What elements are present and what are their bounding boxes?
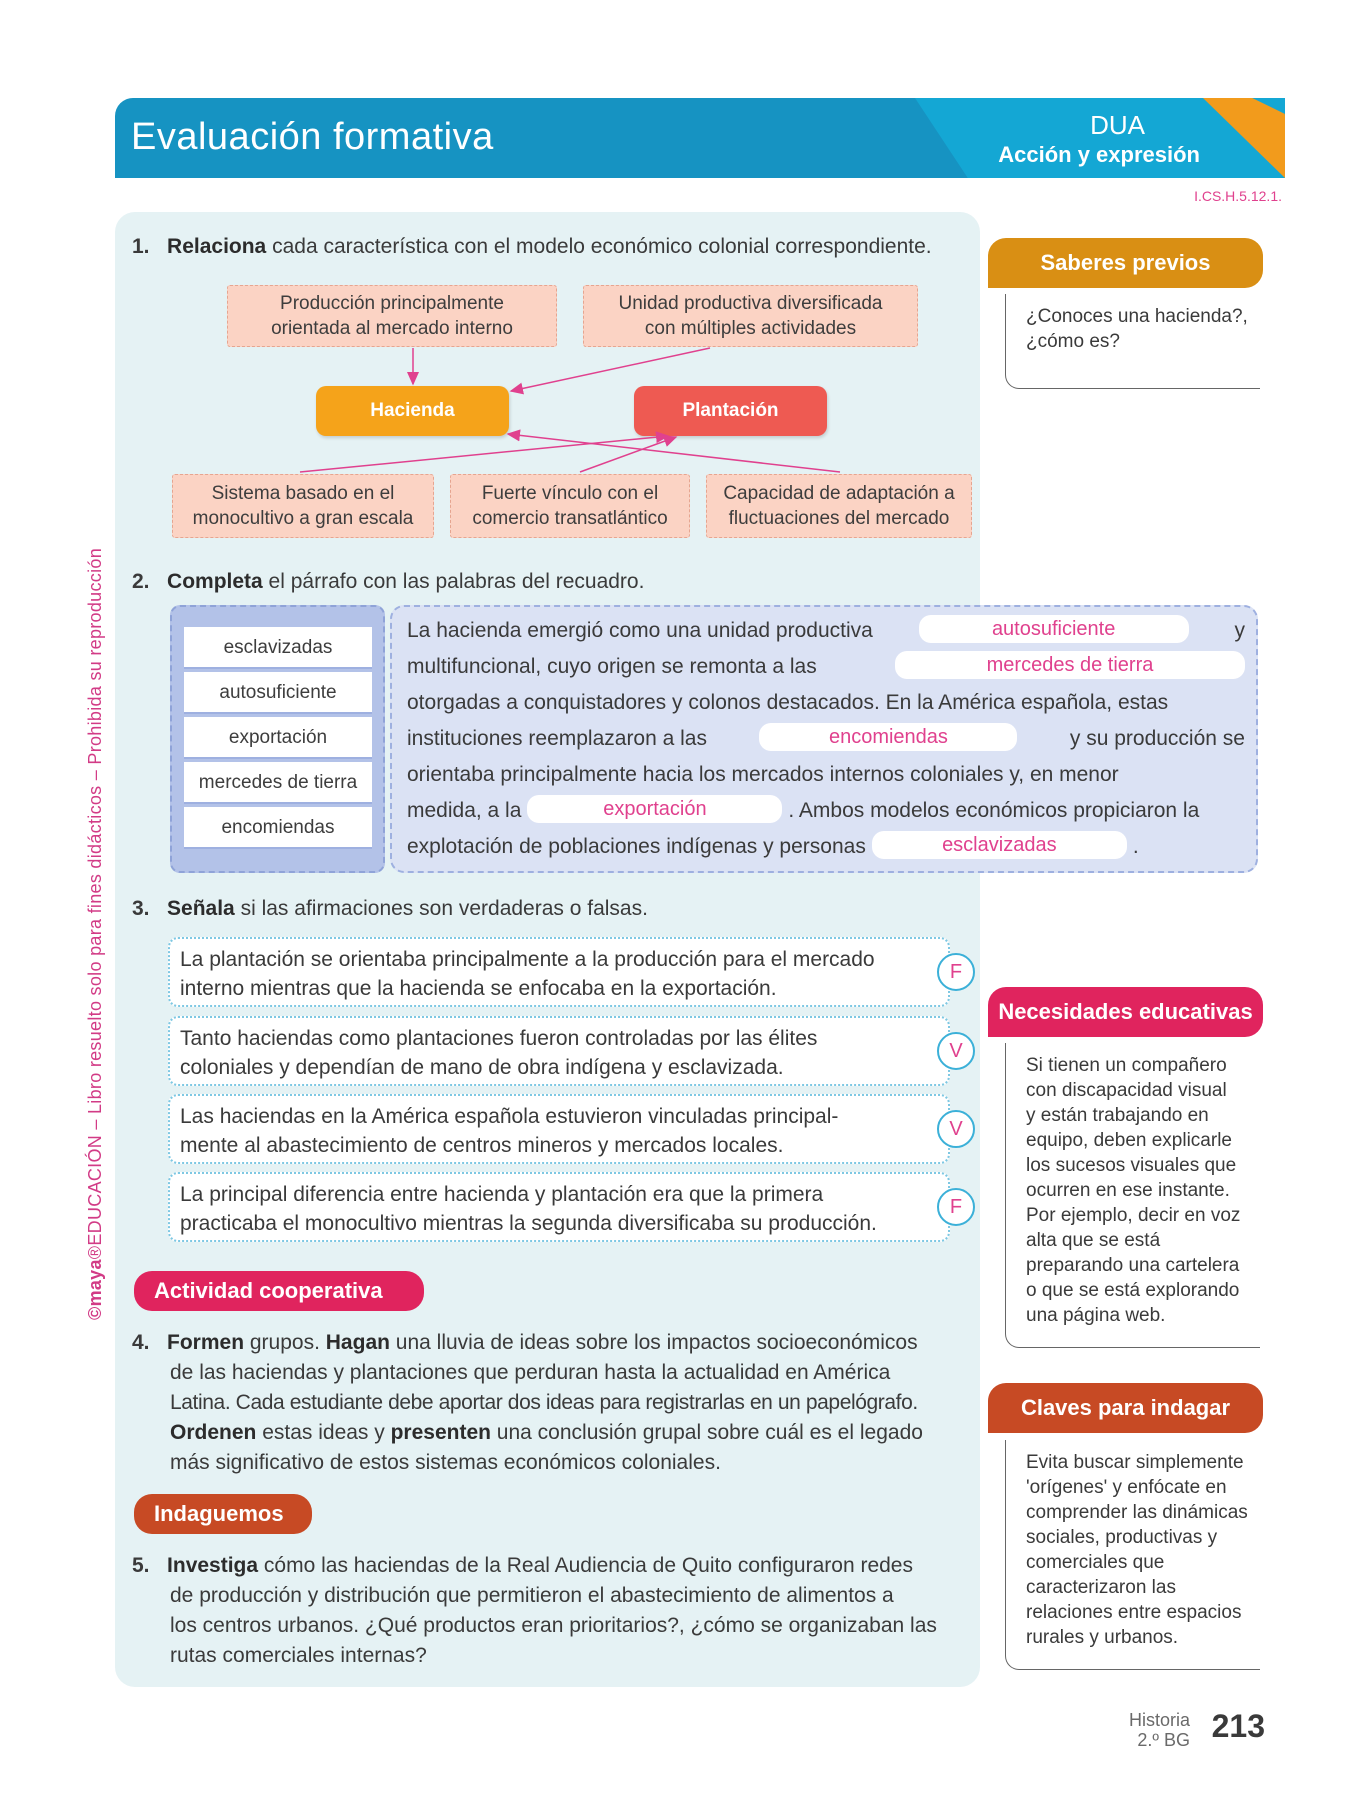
question-4-line: de las haciendas y plantaciones que perduran hasta la actualidad en América — [170, 1361, 891, 1384]
match-line — [508, 434, 840, 472]
statement-box — [168, 1016, 950, 1086]
sidebar-line: ¿cómo es? — [1026, 331, 1120, 352]
sidebar-line: rurales y urbanos. — [1026, 1627, 1179, 1648]
sidebar-line: caracterizaron las — [1026, 1577, 1176, 1598]
feature-line: Fuerte vínculo con el — [481, 483, 659, 504]
sidebar-line: preparando una cartelera — [1026, 1255, 1240, 1276]
page-title: Evaluación formativa — [131, 116, 494, 158]
statement-line: Tanto haciendas como plantaciones fueron controladas por las élites — [180, 1027, 818, 1050]
paragraph-text: y — [1234, 619, 1245, 642]
question-verb: Señala — [167, 897, 235, 920]
sidebar-line: sociales, productivas y — [1026, 1527, 1218, 1548]
question-5 — [132, 1551, 972, 1671]
plantacion-target[interactable]: Plantación — [634, 386, 827, 436]
sidebar-line: ¿Conoces una hacienda?, — [1026, 306, 1248, 327]
answer-blank[interactable]: mercedes de tierra — [895, 651, 1245, 679]
hacienda-target[interactable]: Hacienda — [316, 386, 509, 436]
page-number: 213 — [1211, 1708, 1265, 1744]
necesidades-header: Necesidades educativas — [988, 987, 1263, 1037]
saberes-previos-body — [1005, 294, 1260, 389]
answer-blank[interactable]: autosuficiente — [919, 615, 1189, 643]
statement-box — [168, 1172, 950, 1242]
paragraph-line — [407, 615, 1245, 647]
paragraph-text: . Ambos modelos económicos propiciaron la — [788, 799, 1200, 822]
paragraph-text: otorgadas a conquistadores y colonos destacados. En la América española, estas — [407, 691, 1169, 714]
statement-line: practicaba el monocultivo mientras la segunda diversificaba su producción. — [180, 1212, 877, 1235]
paragraph-text: instituciones reemplazaron a las — [407, 727, 707, 750]
question-4 — [132, 1328, 972, 1478]
question-text: una lluvia de ideas sobre los impactos socioeconómicos — [389, 1331, 918, 1354]
sidebar-line: una página web. — [1026, 1305, 1166, 1326]
copyright-text: ®EDUCACIÓN – Libro resuelto solo para fines didácticos – Prohibida su reproducción — [85, 547, 105, 1260]
paragraph-text: La hacienda emergió como una unidad productiva — [407, 619, 873, 642]
paragraph-text: explotación de poblaciones indígenas y personas — [407, 835, 866, 858]
statement-line: Las haciendas en la América española estuvieron vinculadas principal- — [180, 1105, 839, 1128]
brand-logo: ©maya — [85, 1259, 105, 1320]
question-text: cómo las haciendas de la Real Audiencia de Quito configuraron redes — [258, 1554, 913, 1577]
feature-line: fluctuaciones del mercado — [728, 508, 950, 529]
sidebar-line: equipo, deben explicarle — [1026, 1130, 1232, 1151]
feature-line: comercio transatlántico — [472, 508, 668, 529]
paragraph-line — [407, 831, 1245, 863]
feature-line: Unidad productiva diversificada — [618, 293, 883, 314]
question-4-line: más significativo de estos sistemas económicos coloniales. — [170, 1451, 721, 1474]
answer-circle[interactable]: F — [937, 1188, 975, 1226]
answer-blank[interactable]: exportación — [527, 795, 782, 823]
paragraph-line — [407, 723, 1245, 755]
question-5-line: de producción y distribución que permitieron el abastecimiento de alimentos a — [170, 1584, 894, 1607]
statement-box — [168, 1094, 950, 1164]
sidebar-line: relaciones entre espacios — [1026, 1602, 1242, 1623]
claves-body — [1005, 1440, 1260, 1670]
question-verb: Relaciona — [167, 235, 267, 258]
sidebar-line: Si tienen un compañero — [1026, 1055, 1227, 1076]
paragraph-line — [407, 651, 1245, 683]
paragraph-line — [407, 795, 1245, 827]
question-number: 4. — [132, 1331, 150, 1354]
match-line — [511, 348, 710, 391]
question-text: una conclusión grupal sobre cuál es el legado — [490, 1421, 923, 1444]
question-verb: Investiga — [167, 1554, 259, 1577]
saberes-previos-header: Saberes previos — [988, 238, 1263, 288]
question-text: cada característica con el modelo económico colonial correspondiente. — [266, 235, 932, 258]
paragraph-text: . — [1132, 835, 1139, 858]
curriculum-code: I.CS.H.5.12.1. — [1194, 188, 1282, 204]
feature-line: Sistema basado en el — [211, 483, 395, 504]
sidebar-line: Evita buscar simplemente — [1026, 1452, 1244, 1473]
sidebar-line: alta que se está — [1026, 1230, 1161, 1251]
paragraph-text: multifuncional, cuyo origen se remonta a las — [407, 655, 817, 678]
indaguemos-tag: Indaguemos — [134, 1494, 312, 1534]
subject-name: Historia — [1128, 1710, 1190, 1730]
dua-subtitle: Acción y expresión — [998, 142, 1200, 167]
feature-line: Producción principalmente — [280, 293, 504, 314]
footer-subject — [1129, 1710, 1190, 1750]
question-3 — [132, 894, 648, 924]
question-verb: Completa — [167, 570, 263, 593]
word-bank-item[interactable]: autosuficiente — [184, 672, 372, 714]
sidebar-line: ocurren en ese instante. — [1026, 1180, 1230, 1201]
copyright-vertical — [85, 548, 106, 1320]
question-text: si las afirmaciones son verdaderas o falsas. — [234, 897, 648, 920]
question-5-line — [132, 1551, 972, 1581]
paragraph-text: orientaba principalmente hacia los mercados internos coloniales y, en menor — [407, 763, 1119, 786]
paragraph-line — [407, 687, 1245, 719]
statement-box — [168, 937, 950, 1007]
sidebar-line: comerciales que — [1026, 1552, 1165, 1573]
feature-line: Capacidad de adaptación a — [723, 483, 955, 504]
paragraph-line — [407, 759, 1245, 791]
answer-circle[interactable]: V — [937, 1032, 975, 1070]
answer-blank[interactable]: encomiendas — [759, 723, 1017, 751]
statement-line: La plantación se orientaba principalmente a la producción para el mercado — [180, 948, 875, 971]
answer-circle[interactable]: V — [937, 1110, 975, 1148]
sidebar-line: los sucesos visuales que — [1026, 1155, 1237, 1176]
word-bank — [170, 605, 385, 873]
answer-blank[interactable]: esclavizadas — [872, 831, 1127, 859]
match-line — [580, 437, 676, 472]
statement-line: mente al abastecimiento de centros mineros y mercados locales. — [180, 1134, 784, 1157]
answer-circle[interactable]: F — [937, 953, 975, 991]
question-2 — [132, 567, 644, 597]
word-bank-item[interactable]: exportación — [184, 717, 372, 759]
paragraph-text: medida, a la — [407, 799, 522, 822]
statement-line: interno mientras que la hacienda se enfocaba en la exportación. — [180, 977, 777, 1000]
question-text: el párrafo con las palabras del recuadro. — [262, 570, 645, 593]
question-number: 3. — [132, 897, 150, 920]
sidebar-line: comprender las dinámicas — [1026, 1502, 1248, 1523]
sidebar-line: o que se está explorando — [1026, 1280, 1240, 1301]
question-verb: Formen — [167, 1331, 245, 1354]
dua-title: DUA — [1090, 110, 1145, 140]
question-verb: Ordenen — [170, 1421, 257, 1444]
feature-line: monocultivo a gran escala — [192, 508, 414, 529]
sidebar-line: Por ejemplo, decir en voz — [1026, 1205, 1241, 1226]
necesidades-body — [1005, 1043, 1260, 1348]
question-4-line — [132, 1328, 972, 1358]
question-number: 5. — [132, 1554, 150, 1577]
question-4-line: Latina. Cada estudiante debe aportar dos ideas para registrarlas en un papelógrafo. — [170, 1391, 918, 1414]
question-4-line — [132, 1418, 972, 1448]
match-line — [300, 436, 668, 472]
question-text: grupos. — [244, 1331, 326, 1354]
claves-header: Claves para indagar — [988, 1383, 1263, 1433]
statement-line: coloniales y dependían de mano de obra indígena y esclavizada. — [180, 1056, 784, 1079]
question-verb: Hagan — [325, 1331, 390, 1354]
sidebar-line: 'orígenes' y enfócate en — [1026, 1477, 1227, 1498]
fill-paragraph — [390, 605, 1258, 873]
word-bank-item[interactable]: esclavizadas — [184, 627, 372, 669]
feature-line: orientada al mercado interno — [271, 318, 513, 339]
sidebar-line: con discapacidad visual — [1026, 1080, 1227, 1101]
word-bank-item[interactable]: mercedes de tierra — [184, 762, 372, 804]
question-number: 2. — [132, 570, 150, 593]
question-text: estas ideas y — [256, 1421, 391, 1444]
cooperative-activity-tag: Actividad cooperativa — [134, 1271, 424, 1311]
feature-line: con múltiples actividades — [644, 318, 857, 339]
question-5-line: rutas comerciales internas? — [170, 1644, 427, 1667]
grade-level: 2.º BG — [1137, 1730, 1190, 1750]
question-number: 1. — [132, 235, 150, 258]
question-5-line: los centros urbanos. ¿Qué productos eran prioritarios?, ¿cómo se organizaban las — [170, 1614, 937, 1637]
question-verb: presenten — [390, 1421, 491, 1444]
paragraph-text: y su producción se — [1069, 727, 1245, 750]
word-bank-item[interactable]: encomiendas — [184, 807, 372, 849]
statement-line: La principal diferencia entre hacienda y plantación era que la primera — [180, 1183, 824, 1206]
sidebar-line: y están trabajando en — [1026, 1105, 1209, 1126]
